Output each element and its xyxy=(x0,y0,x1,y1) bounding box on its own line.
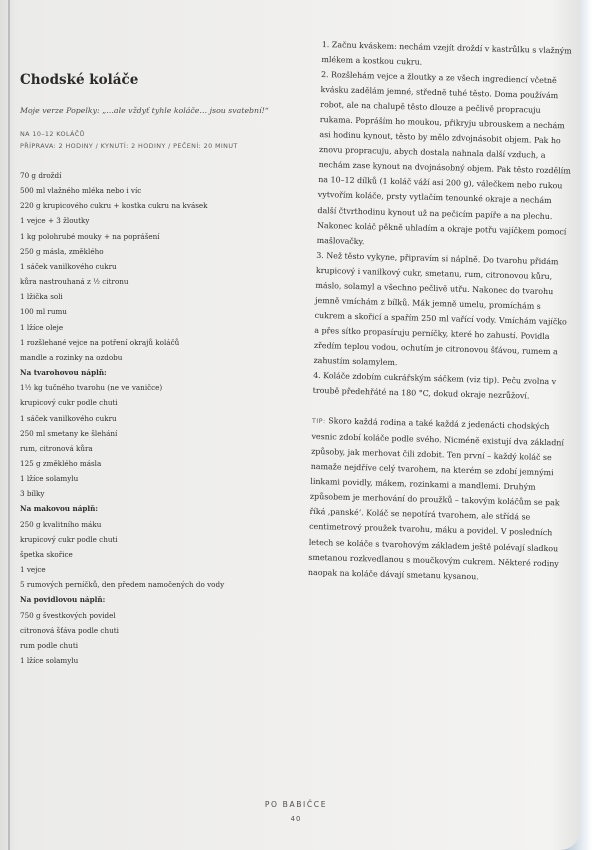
ingredient-section-header: Na makovou náplň: xyxy=(20,504,98,514)
ingredient-list xyxy=(20,168,300,668)
ingredient-item: 1 sáček vanilkového cukru xyxy=(20,261,117,271)
ingredient-item: kůra nastrouhaná z ½ citronu xyxy=(20,277,129,287)
ingredient-item: 125 g změklého másla xyxy=(20,458,102,468)
ingredient-item: citronová šťáva podle chuti xyxy=(20,625,119,635)
ingredient-item: špetka skořice xyxy=(20,549,73,559)
method-step: 4. Koláče zdobím cukrářským sáčkem (viz tip). Peču zvolna v troubě předehřáté na 180 °C, dokud okraje nezrůžoví. xyxy=(312,370,557,401)
ingredient-item: 1 lžíce oleje xyxy=(20,322,64,332)
method-step: 1. Začnu kváskem: nechám vzejít droždí v kastrůlku s vlažným mlékem a kostkou cukru. xyxy=(321,39,572,67)
tip-text: Skoro každá rodina a také každá z jedenácti chodských vesnic zdobí koláče podle svého. Nicméně existují dva základní způsoby, jak merhovat čili zdobit. Ten první – každý koláč se namaže nejdříve celý tvarohem, na kterém se zdobí jemnými linkami povidly, mákem, rozinkami a mandlemi. Druhým způsobem je merhování do proužků – takovým koláčům se pak říká ‚panské‘. Koláč se nepotírá tvarohem, ale střídá se centimetrový proužek tvarohu, máku a povidel. V posledních letech se koláče s tvarohovým základem ještě polévají sladkou smetanou rozkvedlanou s moučkovým cukrem. Některé rodiny naopak na koláče dávají smetanu kysanou. xyxy=(307,416,565,581)
ingredient-item: krupicový cukr podle chuti xyxy=(20,398,118,408)
ingredient-item: 1 rozšlehané vejce na potření okrajů koláčů xyxy=(20,337,180,347)
ingredient-item: 750 g švestkových povidel xyxy=(20,610,116,620)
method-section xyxy=(308,37,577,586)
ingredient-item: 70 g droždí xyxy=(20,171,62,180)
ingredient-item: 1 lžíce solamylu xyxy=(20,656,79,665)
ingredient-item: rum, citronová kůra xyxy=(20,443,93,453)
method-step: 3. Než těsto vykyne, připravím si náplně. Do tvarohu přidám krupicový i vanilkový cukr, smetanu, rum, citronovou kůru, máslo, solamyl a všechno pečlivě utřu. Nakonec do tvarohu jemně vmíchám z bílků. Mák jemně umelu, promíchám s cukrem a skořicí a spařím 250 ml vařící vody. Vmíchám vajíčko a přes sítko propasíruju perníčky, které ho zahustí. Povidla zředím teplou vodou, ochutím je citronovou šťávou, rumem a zahustím solamylem. xyxy=(313,250,567,368)
ingredient-item: 250 ml smetany ke šlehání xyxy=(20,428,118,438)
ingredient-item: mandle a rozinky na ozdobu xyxy=(20,352,123,362)
ingredient-item: 1 lžička soli xyxy=(20,292,63,302)
page-spine xyxy=(8,0,10,850)
book-title-footer: PO BABIČCE xyxy=(264,800,328,809)
ingredient-item: 1 vejce xyxy=(20,565,46,575)
ingredient-item: 220 g krupicového cukru + kostka cukru na kvásek xyxy=(20,201,208,211)
ingredient-item: 500 ml vlažného mléka nebo i víc xyxy=(20,186,142,196)
ingredient-section-header: Na povidlovou náplň: xyxy=(20,595,106,605)
ingredient-item: 1 vejce + 3 žloutky xyxy=(20,216,90,226)
ingredient-item: 100 ml rumu xyxy=(20,307,67,317)
ingredient-item: 250 g kvalitního máku xyxy=(20,519,102,529)
ingredient-section-header: Na tvarohovou náplň: xyxy=(20,368,107,378)
tip-paragraph xyxy=(308,413,567,586)
ingredient-item: 5 rumových perníčků, den předem namočených do vody xyxy=(20,580,225,590)
ingredient-item: 1 kg polohrubé mouky + na poprášení xyxy=(20,231,160,241)
ingredient-item: rum podle chuti xyxy=(20,640,79,650)
ingredient-item: 3 bílky xyxy=(20,489,45,499)
ingredient-item: krupicový cukr podle chuti xyxy=(20,534,118,544)
ingredient-item: 250 g másla, změklého xyxy=(20,246,104,256)
page-number: 40 xyxy=(290,815,302,823)
recipe-servings: NA 10–12 KOLÁČŮ xyxy=(20,130,85,138)
ingredient-item: 1 lžíce solamylu xyxy=(20,474,79,484)
method-step: 2. Rozšlehám vejce a žloutky a ze všech ingrediencí včetně kvásku zadělám jemné, středně tuhé těsto. Doma používám robot, ale na chalupě těsto dlouze a pečlivě propracuju rukama. Popráším ho moukou, přikryju ubrouskem a nechám asi hodinu kynout, těsto by mělo zdvojnásobit objem. Pak ho znovu propracuju, abych dostala nahnala další vzduch, a nechám zase kynout na dvojnásobný objem. Pak těsto rozdělím na 10–12 dílků (1 koláč váží asi 200 g), válečkem nebo rukou vytvořím koláče, prsty vytlačím tenounké okraje a nechám další čtvrthodinu kynout už na pečicím papíře a na plechu. Nakonec koláč pěkně uhladím a okraje potřu vajíčkem pomocí mašlovačky. xyxy=(316,70,571,246)
recipe-subtitle: Moje verze Popelky: „…ale vždyť tyhle koláče… jsou svatební!“ xyxy=(20,106,269,115)
recipe-title: Chodské koláče xyxy=(20,72,139,88)
ingredient-item: 1½ kg tučného tvarohu (ne ve vaničce) xyxy=(20,383,163,393)
ingredient-item: 1 sáček vanilkového cukru xyxy=(20,413,117,423)
recipe-timing: PŘÍPRAVA: 2 HODINY / KYNUTÍ: 2 HODINY / PEČENÍ: 20 MINUT xyxy=(20,142,238,150)
tip-label: TIP: xyxy=(311,416,326,426)
